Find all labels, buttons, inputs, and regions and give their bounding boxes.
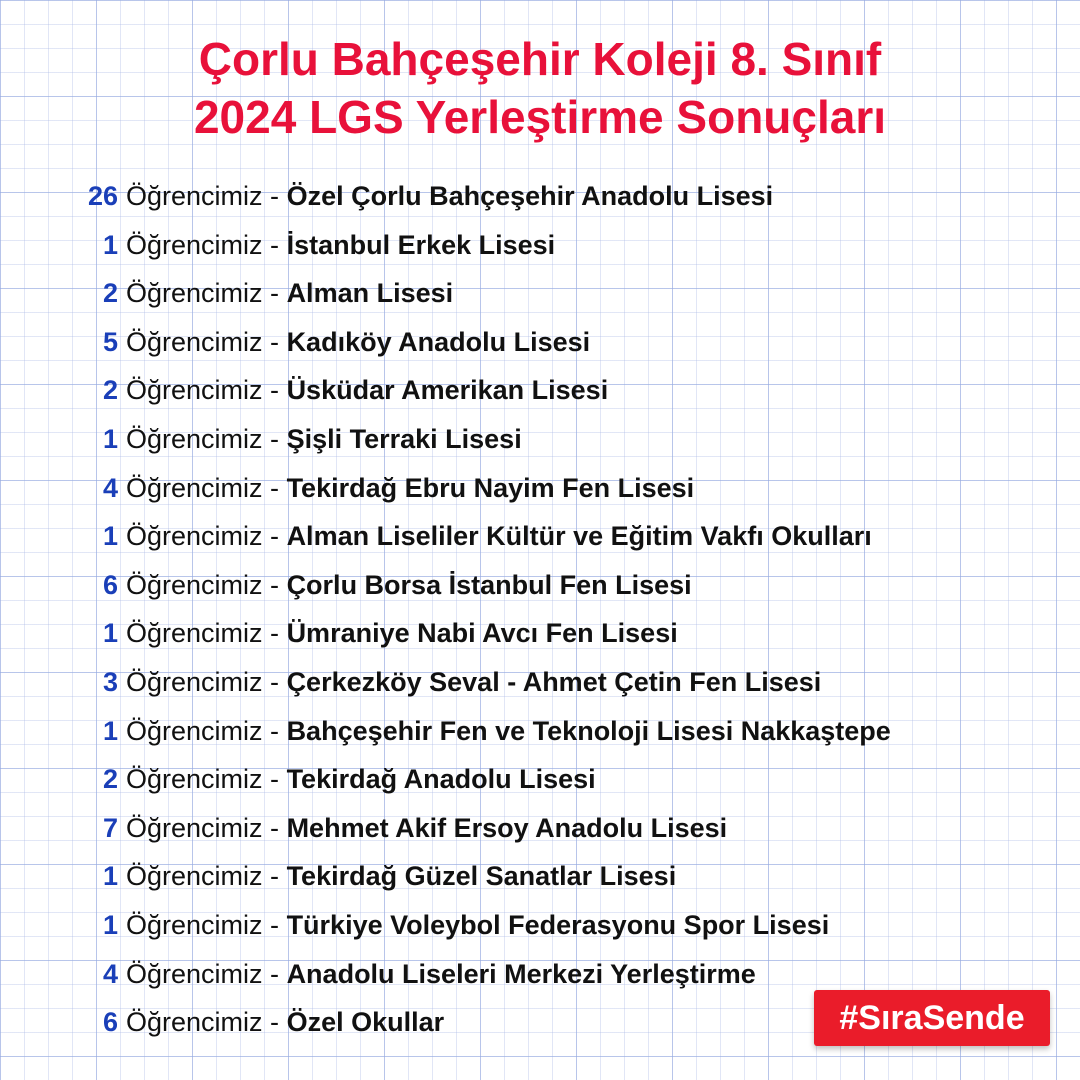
student-count: 26 xyxy=(87,181,118,211)
student-label: Öğrencimiz xyxy=(126,569,263,600)
result-row xyxy=(0,318,590,366)
result-row xyxy=(0,755,596,803)
school-name: Tekirdağ Güzel Sanatlar Lisesi xyxy=(286,861,677,892)
student-count: 1 xyxy=(102,424,118,454)
school-name: Tekirdağ Ebru Nayim Fen Lisesi xyxy=(286,472,695,503)
student-count: 1 xyxy=(102,910,118,940)
separator-dash: - xyxy=(270,715,280,746)
student-label: Öğrencimiz xyxy=(126,521,263,552)
separator-dash: - xyxy=(270,229,280,260)
separator-dash: - xyxy=(270,278,280,309)
student-count: 1 xyxy=(102,715,118,746)
student-label: Öğrencimiz xyxy=(126,812,263,843)
student-label: Öğrencimiz xyxy=(126,424,263,454)
school-name: Alman Lisesi xyxy=(286,278,454,309)
student-label: Öğrencimiz xyxy=(126,861,263,892)
result-row xyxy=(0,415,522,463)
school-name: Özel Okullar xyxy=(286,1007,445,1038)
student-count: 7 xyxy=(102,812,118,843)
separator-dash: - xyxy=(270,569,280,600)
school-name: Çorlu Borsa İstanbul Fen Lisesi xyxy=(286,569,692,600)
result-row xyxy=(0,901,829,949)
separator-dash: - xyxy=(270,667,280,697)
separator-dash: - xyxy=(270,812,280,843)
student-label: Öğrencimiz xyxy=(126,278,263,309)
student-count: 5 xyxy=(102,326,118,357)
student-label: Öğrencimiz xyxy=(126,229,263,260)
result-row xyxy=(0,950,756,998)
student-label: Öğrencimiz xyxy=(126,667,263,697)
student-count: 2 xyxy=(102,375,118,406)
school-name: Kadıköy Anadolu Lisesi xyxy=(286,326,591,357)
student-label: Öğrencimiz xyxy=(126,715,263,746)
student-count: 6 xyxy=(102,569,118,600)
result-row xyxy=(0,366,608,414)
school-name: Türkiye Voleybol Federasyonu Spor Lisesi xyxy=(286,910,830,940)
student-label: Öğrencimiz xyxy=(126,472,263,503)
student-count: 1 xyxy=(102,229,118,260)
student-label: Öğrencimiz xyxy=(126,618,263,649)
separator-dash: - xyxy=(270,1007,280,1038)
school-name: Şişli Terraki Lisesi xyxy=(286,424,522,454)
result-row xyxy=(0,658,821,706)
separator-dash: - xyxy=(270,861,280,892)
school-name: Özel Çorlu Bahçeşehir Anadolu Lisesi xyxy=(286,181,774,211)
separator-dash: - xyxy=(270,521,280,552)
student-label: Öğrencimiz xyxy=(126,764,263,795)
separator-dash: - xyxy=(270,375,280,406)
school-name: Tekirdağ Anadolu Lisesi xyxy=(286,764,596,795)
student-label: Öğrencimiz xyxy=(126,326,263,357)
student-count: 4 xyxy=(102,958,118,989)
school-name: Üsküdar Amerikan Lisesi xyxy=(286,375,609,406)
separator-dash: - xyxy=(270,618,280,649)
school-name: Bahçeşehir Fen ve Teknoloji Lisesi Nakkaştepe xyxy=(286,715,891,746)
student-count: 4 xyxy=(102,472,118,503)
page-title xyxy=(0,30,1080,146)
result-row xyxy=(0,269,453,317)
student-count: 1 xyxy=(102,861,118,892)
result-row xyxy=(0,707,891,755)
result-row xyxy=(0,609,678,657)
result-row xyxy=(0,998,444,1046)
school-name: Anadolu Liseleri Merkezi Yerleştirme xyxy=(286,958,756,989)
student-label: Öğrencimiz xyxy=(126,181,263,211)
student-count: 1 xyxy=(102,521,118,552)
separator-dash: - xyxy=(270,424,280,454)
result-row xyxy=(0,512,872,560)
title-line-2: 2024 LGS Yerleştirme Sonuçları xyxy=(193,91,887,143)
separator-dash: - xyxy=(270,326,280,357)
student-count: 3 xyxy=(102,667,118,697)
result-row xyxy=(0,561,692,609)
result-row xyxy=(0,464,694,512)
title-line-1: Çorlu Bahçeşehir Koleji 8. Sınıf xyxy=(198,33,882,85)
separator-dash: - xyxy=(270,958,280,989)
separator-dash: - xyxy=(270,910,280,940)
student-label: Öğrencimiz xyxy=(126,910,263,940)
school-name: İstanbul Erkek Lisesi xyxy=(286,229,556,260)
result-row xyxy=(0,852,676,900)
separator-dash: - xyxy=(270,764,280,795)
school-name: Çerkezköy Seval - Ahmet Çetin Fen Lisesi xyxy=(286,667,822,697)
student-label: Öğrencimiz xyxy=(126,958,263,989)
separator-dash: - xyxy=(270,472,280,503)
school-name: Alman Liseliler Kültür ve Eğitim Vakfı Okulları xyxy=(286,521,872,552)
student-label: Öğrencimiz xyxy=(126,375,263,406)
hashtag-badge: #SıraSende xyxy=(814,990,1050,1046)
school-name: Ümraniye Nabi Avcı Fen Lisesi xyxy=(286,618,678,649)
student-count: 6 xyxy=(102,1007,118,1038)
result-row xyxy=(0,172,773,220)
school-name: Mehmet Akif Ersoy Anadolu Lisesi xyxy=(286,812,728,843)
separator-dash: - xyxy=(270,181,280,211)
student-count: 2 xyxy=(102,764,118,795)
result-row xyxy=(0,221,555,269)
student-label: Öğrencimiz xyxy=(126,1007,263,1038)
result-row xyxy=(0,804,727,852)
student-count: 1 xyxy=(102,618,118,649)
student-count: 2 xyxy=(102,278,118,309)
